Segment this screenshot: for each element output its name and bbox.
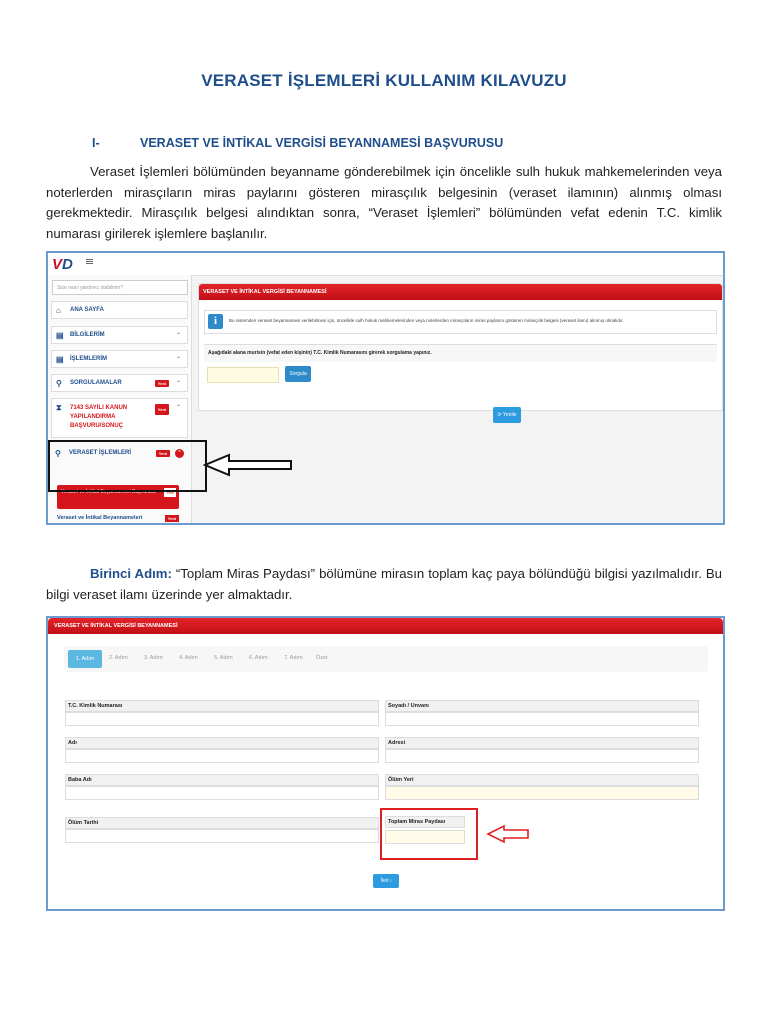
- chevron-up-icon: ⌃: [175, 357, 181, 363]
- death-date-field[interactable]: [65, 829, 379, 843]
- info-icon: i: [208, 314, 223, 329]
- section-number: I-: [92, 136, 100, 150]
- sidebar-item-label: VERASET İŞLEMLERİ: [69, 450, 132, 456]
- tc-number-label: T.C. Kimlik Numarası: [68, 703, 123, 709]
- death-date-label: Ölüm Tarihi: [68, 820, 99, 826]
- chevron-up-icon: ⌃: [175, 449, 184, 458]
- field-header: [385, 700, 699, 712]
- chevron-up-icon: ⌃: [175, 405, 181, 411]
- field-header: [65, 774, 379, 786]
- step1-text: “Toplam Miras Paydası” bölümüne mirasın toplam kaç paya bölündüğü bilgisi yazılmalıdır. Bu bilgi veraset ilamı üzerinde yer almaktadır.: [46, 566, 722, 602]
- hamburger-icon[interactable]: [86, 259, 93, 260]
- new-badge: Yeni: [156, 450, 170, 457]
- search-icon: ⚲: [55, 449, 61, 458]
- sidebar-item-label: ANA SAYFA: [70, 307, 104, 313]
- sidebar-item-home[interactable]: [51, 301, 188, 319]
- new-badge: Yeni: [166, 490, 174, 495]
- sidebar-item-bilgilerim[interactable]: [51, 326, 188, 344]
- total-share-label: Toplam Miras Paydası: [388, 819, 446, 825]
- info-text: Bu sistemden veraset beyannamesi verilebilmesi için, öncelikle sulh hukuk mahkemelerinden veya noterlerden mirasçıların miras paylarını gösteren mirasçılık belgesi (veraset ilamı) alınmış olmalıdır.: [229, 318, 624, 323]
- field-header: [385, 774, 699, 786]
- document-icon: ▤: [56, 331, 64, 340]
- sidebar-item-label: SORGULAMALAR: [70, 380, 122, 386]
- step-2[interactable]: 2. Adım: [109, 655, 128, 661]
- step-3[interactable]: 3. Adım: [144, 655, 163, 661]
- step-4[interactable]: 4. Adım: [179, 655, 198, 661]
- sidebar-item-label: BİLGİLERİM: [70, 332, 105, 338]
- step-6[interactable]: 6. Adım: [249, 655, 268, 661]
- tc-number-field[interactable]: [65, 712, 379, 726]
- highlight-box: [380, 808, 478, 860]
- sidebar-item-7143[interactable]: [51, 398, 188, 438]
- document-icon: ▤: [56, 355, 64, 364]
- pointer-arrow-icon: [203, 453, 293, 477]
- logo: VD: [52, 256, 73, 273]
- form-header: VERASET VE İNTİKAL VERGİSİ BEYANNAMESİ: [48, 618, 723, 634]
- name-field[interactable]: [65, 749, 379, 763]
- father-name-label: Baba Adı: [68, 777, 92, 783]
- submenu-veraset-beyannameleri[interactable]: [57, 515, 179, 521]
- intro-paragraph: [46, 162, 722, 244]
- query-button[interactable]: Sorgula: [285, 366, 311, 382]
- step1-paragraph: [46, 564, 722, 605]
- step-7[interactable]: 7. Adım: [284, 655, 303, 661]
- panel-header: VERASET VE İNTİKAL VERGİSİ BEYANNAMESİ: [199, 284, 722, 300]
- intro-text: Veraset İşlemleri bölümünden beyanname gönderebilmek için öncelikle sulh hukuk mahkemelerinden veya noterlerden mirasçıların miras paylarını gösteren mirasçılık belgesinin (veraset ilamının) alınmış olması gerekmektedir. Mirasçılık belgesi alındıktan sonra, “Veraset İşlemleri” bölümünden vefat edenin T.C. kimlik numarası girilerek işlemlere başlanılır.: [46, 164, 722, 241]
- step-5[interactable]: 5. Adım: [214, 655, 233, 661]
- address-label: Adresi: [388, 740, 406, 746]
- section-heading: [92, 136, 503, 150]
- new-badge: Yeni: [155, 380, 169, 387]
- step-summary[interactable]: Özet: [316, 655, 328, 661]
- surname-label: Soyadı / Unvanı: [388, 703, 429, 709]
- death-place-field[interactable]: [385, 786, 699, 800]
- sidebar-item-sorgulamalar[interactable]: [51, 374, 188, 392]
- sidebar-item-label: 7143 SAYILI KANUN YAPILANDIRMA BAŞVURU/SONUÇ: [70, 405, 128, 429]
- pointer-arrow-icon: [486, 824, 530, 844]
- section-title: VERASET VE İNTİKAL VERGİSİ BEYANNAMESİ BAŞVURUSU: [140, 136, 504, 150]
- next-button[interactable]: İleri ›: [373, 874, 399, 888]
- info-message: [204, 310, 717, 334]
- death-place-label: Ölüm Yeri: [388, 777, 414, 783]
- step-1[interactable]: 1. Adım: [68, 650, 102, 668]
- field-header: [385, 737, 699, 749]
- query-label: Aşağıdaki alana murisin (vefat eden kişinin) T.C. Kimlik Numarasını girerek sorgulama yapınız.: [204, 344, 717, 362]
- new-badge: Yeni: [165, 515, 179, 522]
- refresh-button[interactable]: ⟳ Yenile: [493, 407, 521, 423]
- sidebar-item-islemlerim[interactable]: [51, 350, 188, 368]
- hourglass-icon: ⧗: [56, 403, 62, 412]
- name-label: Adı: [68, 740, 77, 746]
- sidebar-item-label: İŞLEMLERİM: [70, 356, 107, 362]
- address-field[interactable]: [385, 749, 699, 763]
- screenshot-step1-form: [46, 616, 725, 911]
- new-badge: Yeni: [155, 404, 169, 415]
- highlight-box: [48, 440, 207, 492]
- chevron-up-icon: ⌃: [175, 333, 181, 339]
- step-wizard: [64, 646, 708, 672]
- submenu-label: Veraset ve İntikal Beyannameleri: [57, 515, 143, 521]
- search-icon: ⚲: [56, 379, 62, 388]
- surname-field[interactable]: [385, 712, 699, 726]
- field-header: [65, 817, 379, 829]
- step1-label: Birinci Adım:: [90, 566, 172, 581]
- father-name-field[interactable]: [65, 786, 379, 800]
- field-header: [65, 737, 379, 749]
- home-icon: ⌂: [56, 306, 61, 315]
- tc-number-input[interactable]: [207, 367, 279, 383]
- submenu-label: Veraset ve İntikal Beyannamesi Başvurusu: [61, 489, 156, 495]
- declaration-panel: [198, 283, 723, 411]
- chevron-up-icon: ⌃: [175, 381, 181, 387]
- screenshot-veraset-menu: [46, 251, 725, 525]
- top-bar: [48, 253, 723, 276]
- sidebar-search-input[interactable]: Size nasıl yardımcı olabilirim?: [52, 280, 188, 295]
- document-title: VERASET İŞLEMLERİ KULLANIM KILAVUZU: [201, 71, 567, 90]
